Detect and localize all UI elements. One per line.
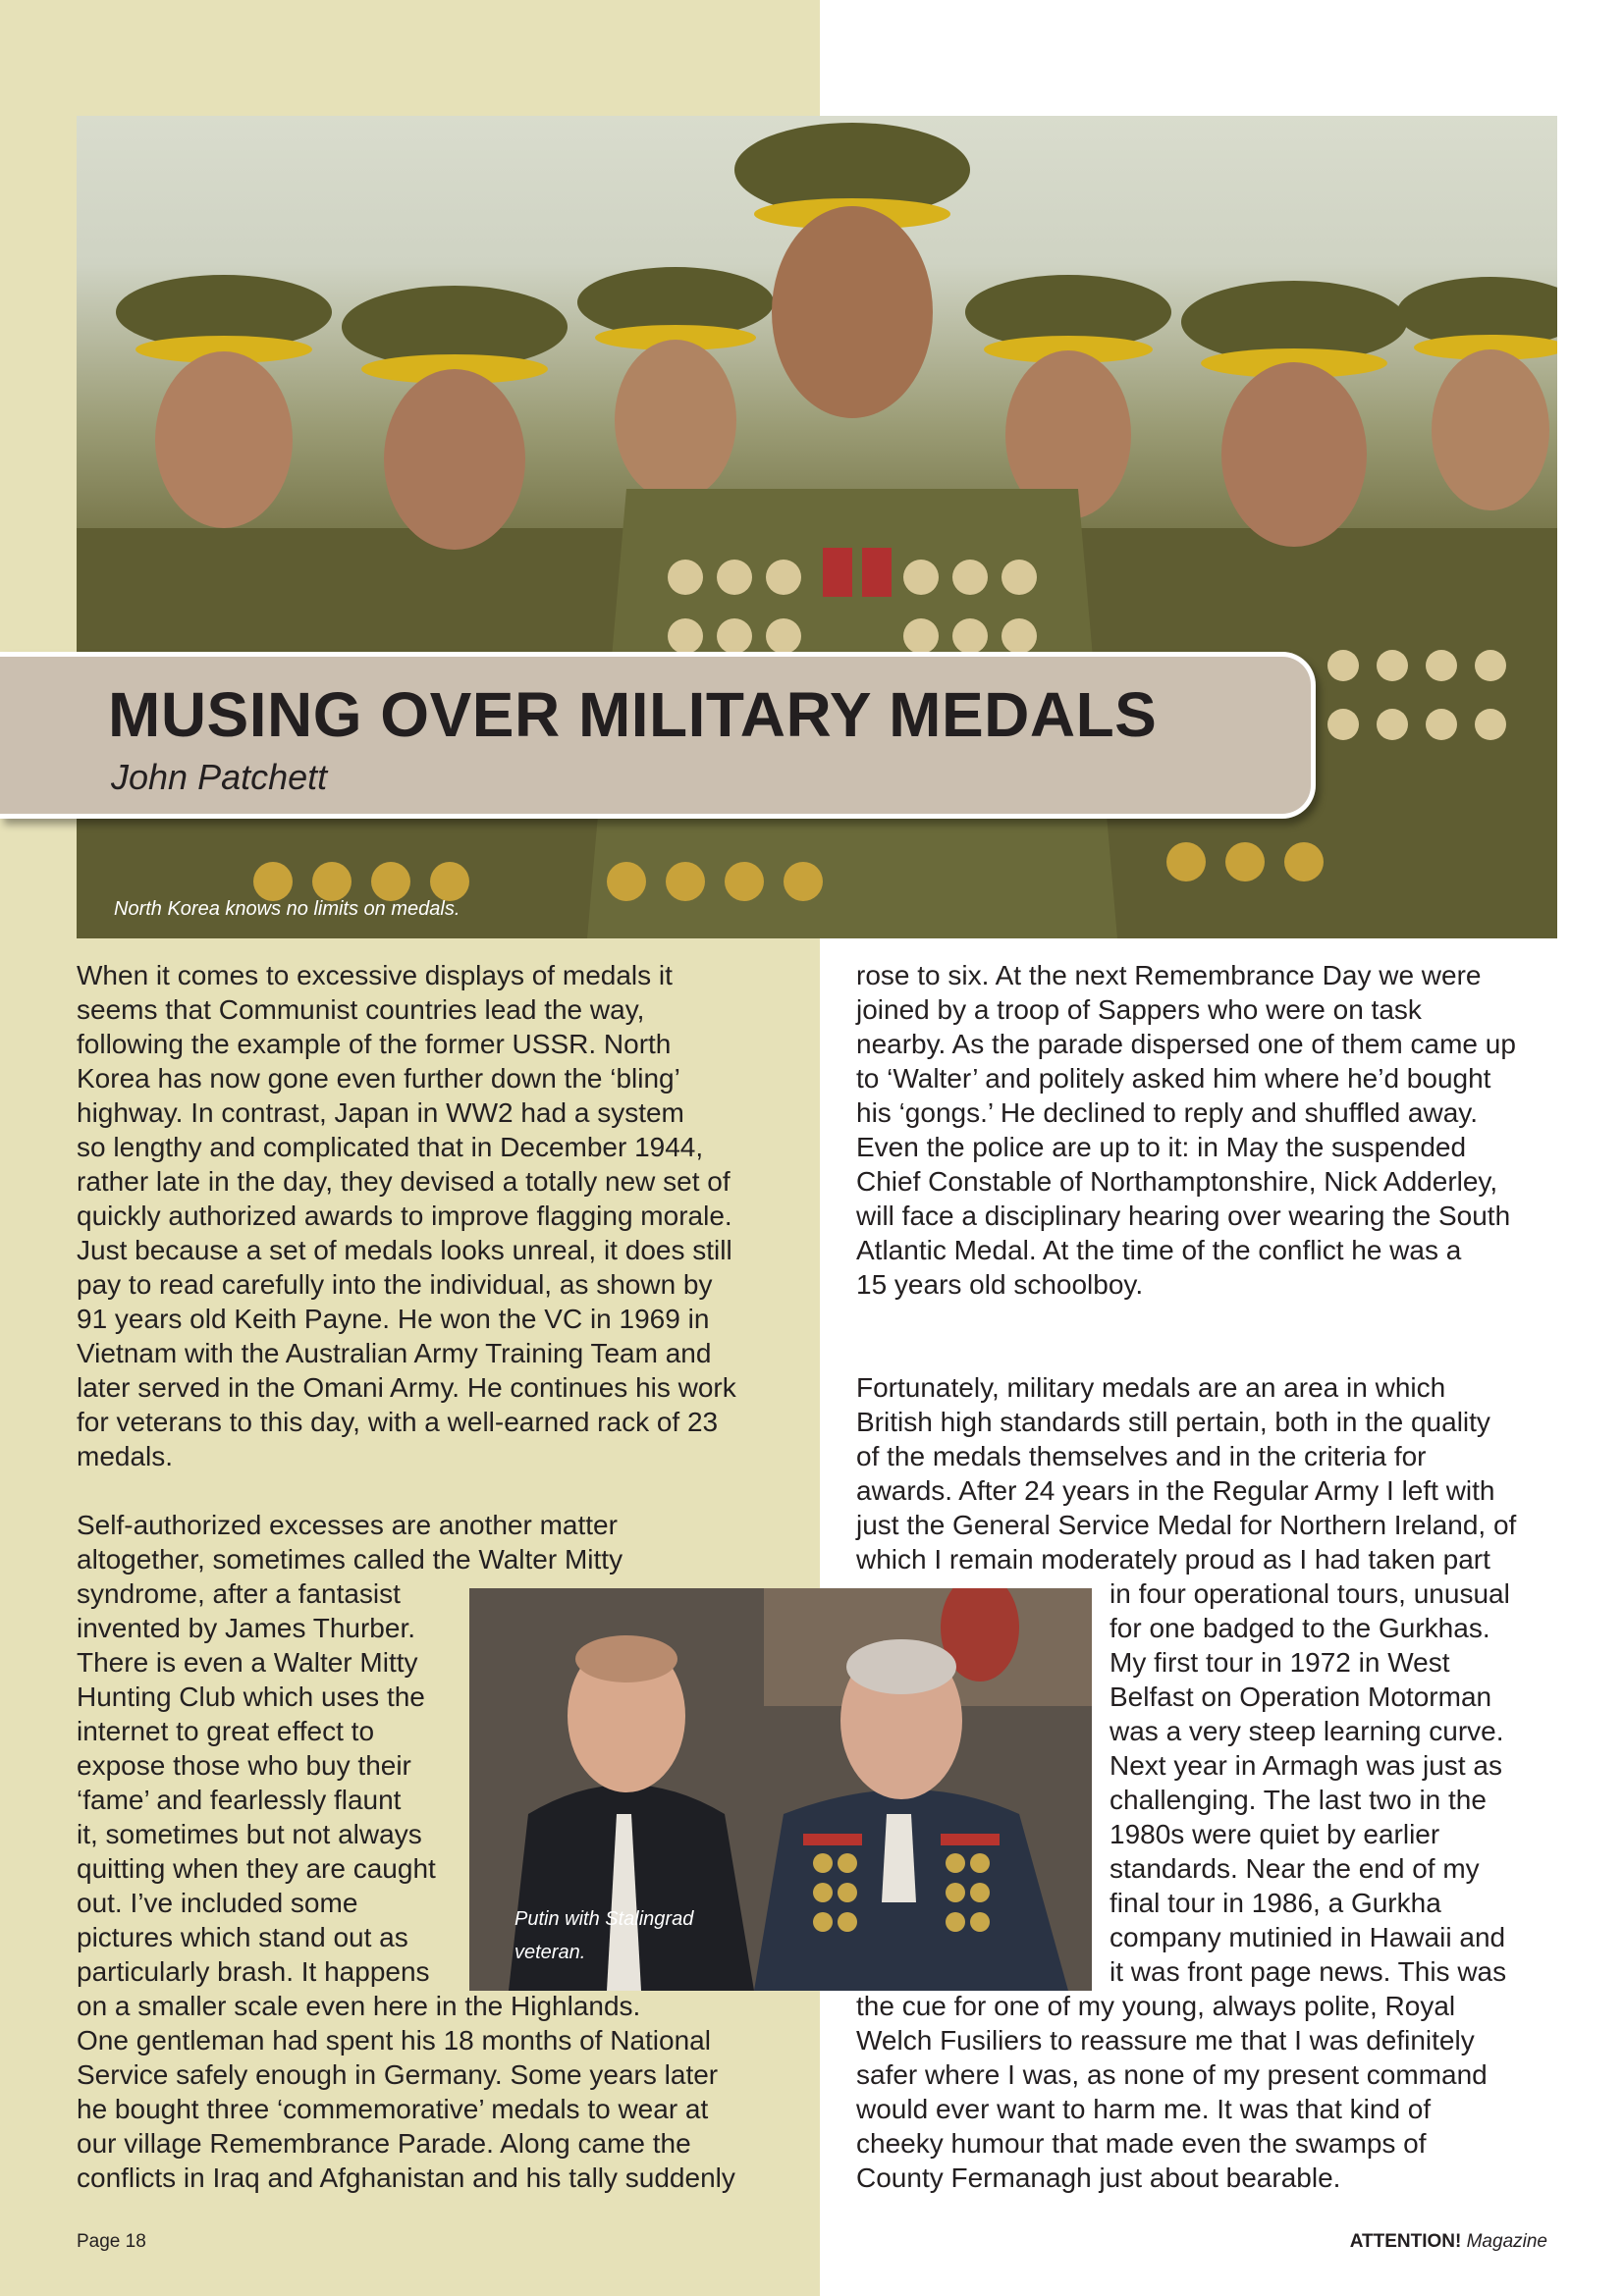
right-line: 15 years old schoolboy. bbox=[856, 1269, 1144, 1300]
right-line: Next year in Armagh was just as bbox=[1110, 1750, 1502, 1781]
left-line: There is even a Walter Mitty bbox=[77, 1647, 418, 1678]
left-line: for veterans to this day, with a well-earned rack of 23 bbox=[77, 1407, 719, 1437]
right-line: will face a disciplinary hearing over wearing the South bbox=[856, 1201, 1511, 1231]
left-line: internet to great effect to bbox=[77, 1716, 375, 1746]
magazine-name bbox=[1350, 2231, 1547, 2253]
right-line: nearby. As the parade dispersed one of them came up bbox=[856, 1029, 1516, 1059]
title-banner bbox=[0, 652, 1316, 819]
right-line: joined by a troop of Sappers who were on task bbox=[856, 994, 1422, 1025]
right-line: it was front page news. This was bbox=[1110, 1956, 1507, 1987]
left-line: pay to read carefully into the individual, as shown by bbox=[77, 1269, 713, 1300]
right-line: Belfast on Operation Motorman bbox=[1110, 1682, 1492, 1712]
inset-photo bbox=[469, 1588, 1092, 1991]
right-line: My first tour in 1972 in West bbox=[1110, 1647, 1450, 1678]
right-line: in four operational tours, unusual bbox=[1110, 1578, 1510, 1609]
magazine-name-bold: ATTENTION! bbox=[1349, 2231, 1462, 2252]
right-line: of the medals themselves and in the criteria for bbox=[856, 1441, 1427, 1471]
right-line: Chief Constable of Northamptonshire, Nick Adderley, bbox=[856, 1166, 1498, 1197]
right-line: British high standards still pertain, both in the quality bbox=[856, 1407, 1490, 1437]
left-line: invented by James Thurber. bbox=[77, 1613, 416, 1643]
right-line: for one badged to the Gurkhas. bbox=[1110, 1613, 1490, 1643]
right-line: challenging. The last two in the bbox=[1110, 1785, 1487, 1815]
page-number: Page 18 bbox=[77, 2231, 146, 2252]
right-line: Atlantic Medal. At the time of the conflict he was a bbox=[856, 1235, 1462, 1265]
left-line: medals. bbox=[77, 1441, 174, 1471]
inset-caption-line: Putin with Stalingrad bbox=[514, 1908, 694, 1930]
right-line: safer where I was, as none of my present command bbox=[856, 2059, 1488, 2090]
right-line: the cue for one of my young, always polite, Royal bbox=[856, 1991, 1456, 2021]
left-line: 91 years old Keith Payne. He won the VC in 1969 in bbox=[77, 1304, 710, 1334]
right-line: Even the police are up to it: in May the suspended bbox=[856, 1132, 1467, 1162]
left-line: out. I’ve included some bbox=[77, 1888, 358, 1918]
right-line: which I remain moderately proud as I had taken part bbox=[856, 1544, 1490, 1575]
right-line: would ever want to harm me. It was that kind of bbox=[856, 2094, 1432, 2124]
hero-caption: North Korea knows no limits on medals. bbox=[114, 898, 460, 920]
left-line: Service safely enough in Germany. Some years later bbox=[77, 2059, 719, 2090]
left-line: rather late in the day, they devised a totally new set of bbox=[77, 1166, 731, 1197]
left-line: Hunting Club which uses the bbox=[77, 1682, 425, 1712]
left-line: conflicts in Iraq and Afghanistan and his tally suddenly bbox=[77, 2163, 735, 2193]
left-line: so lengthy and complicated that in December 1944, bbox=[77, 1132, 704, 1162]
inset-caption bbox=[514, 1902, 693, 1969]
right-line: rose to six. At the next Remembrance Day we were bbox=[856, 960, 1482, 990]
right-line: was a very steep learning curve. bbox=[1110, 1716, 1504, 1746]
left-line: quickly authorized awards to improve flagging morale. bbox=[77, 1201, 732, 1231]
right-line: standards. Near the end of my bbox=[1110, 1853, 1480, 1884]
left-line: highway. In contrast, Japan in WW2 had a system bbox=[77, 1097, 684, 1128]
right-line: to ‘Walter’ and politely asked him where he’d bought bbox=[856, 1063, 1491, 1094]
left-line: altogether, sometimes called the Walter Mitty bbox=[77, 1544, 623, 1575]
right-line: company mutinied in Hawaii and bbox=[1110, 1922, 1506, 1952]
left-line: quitting when they are caught bbox=[77, 1853, 436, 1884]
left-line: it, sometimes but not always bbox=[77, 1819, 422, 1849]
left-line: Vietnam with the Australian Army Training Team and bbox=[77, 1338, 712, 1368]
magazine-name-italic: Magazine bbox=[1466, 2231, 1547, 2252]
article-title: MUSING OVER MILITARY MEDALS bbox=[108, 679, 1158, 750]
left-line: Korea has now gone even further down the ‘bling’ bbox=[77, 1063, 680, 1094]
left-line: syndrome, after a fantasist bbox=[77, 1578, 401, 1609]
left-line: particularly brash. It happens bbox=[77, 1956, 430, 1987]
left-line: following the example of the former USSR. North bbox=[77, 1029, 672, 1059]
left-line: ‘fame’ and fearlessly flaunt bbox=[77, 1785, 402, 1815]
left-line: expose those who buy their bbox=[77, 1750, 411, 1781]
right-line: County Fermanagh just about bearable. bbox=[856, 2163, 1341, 2193]
left-line: he bought three ‘commemorative’ medals to wear at bbox=[77, 2094, 709, 2124]
right-line: cheeky humour that made even the swamps of bbox=[856, 2128, 1427, 2159]
left-line: One gentleman had spent his 18 months of National bbox=[77, 2025, 711, 2056]
left-line: Just because a set of medals looks unreal, it does still bbox=[77, 1235, 732, 1265]
right-line: 1980s were quiet by earlier bbox=[1110, 1819, 1440, 1849]
right-line: final tour in 1986, a Gurkha bbox=[1110, 1888, 1441, 1918]
left-line: pictures which stand out as bbox=[77, 1922, 408, 1952]
left-line: later served in the Omani Army. He continues his work bbox=[77, 1372, 736, 1403]
inset-caption-line: veteran. bbox=[514, 1942, 586, 1963]
right-line: Fortunately, military medals are an area in which bbox=[856, 1372, 1446, 1403]
left-line: Self-authorized excesses are another matter bbox=[77, 1510, 618, 1540]
right-line: Welch Fusiliers to reassure me that I was definitely bbox=[856, 2025, 1475, 2056]
article-author: John Patchett bbox=[111, 757, 328, 797]
left-line: on a smaller scale even here in the Highlands. bbox=[77, 1991, 641, 2021]
left-line: seems that Communist countries lead the way, bbox=[77, 994, 645, 1025]
right-line: awards. After 24 years in the Regular Army I left with bbox=[856, 1475, 1495, 1506]
right-line: just the General Service Medal for Northern Ireland, of bbox=[856, 1510, 1517, 1540]
right-line: his ‘gongs.’ He declined to reply and shuffled away. bbox=[856, 1097, 1478, 1128]
left-line: When it comes to excessive displays of medals it bbox=[77, 960, 673, 990]
left-line: our village Remembrance Parade. Along came the bbox=[77, 2128, 691, 2159]
